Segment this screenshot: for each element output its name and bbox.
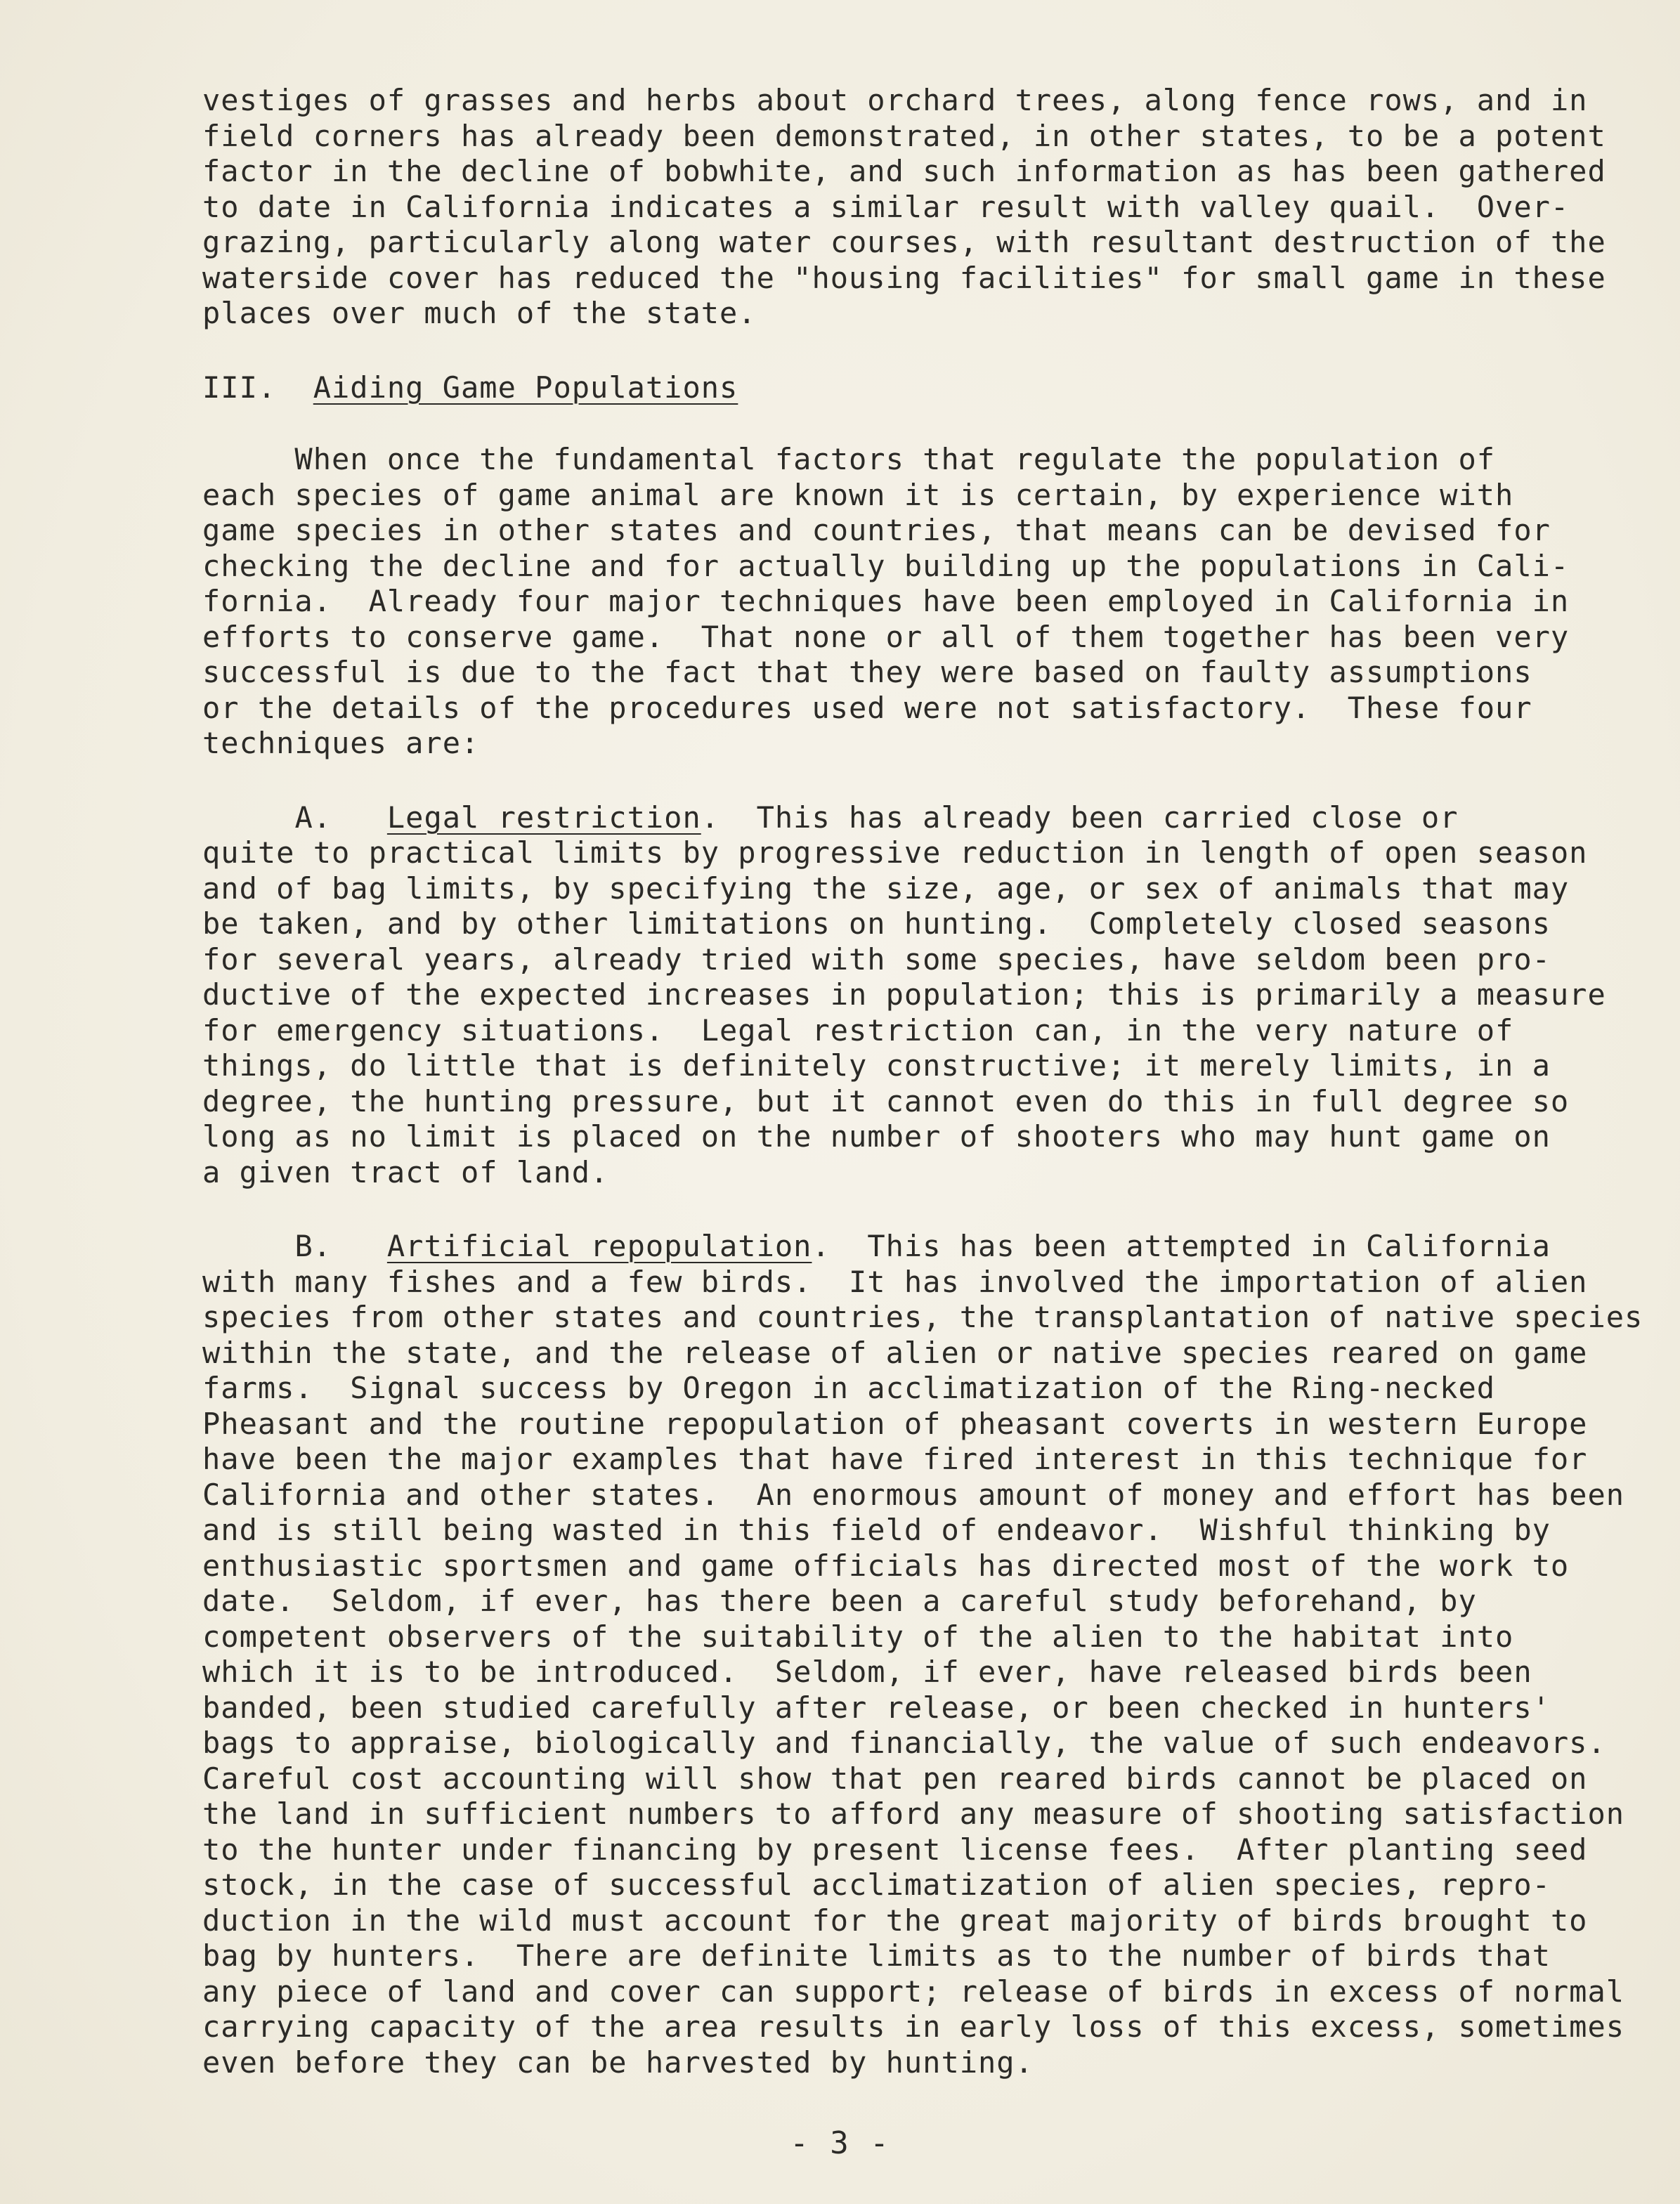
text-line: species from other states and countries, the transplantation of native species [202,1300,1643,1334]
text-line: places over much of the state. [202,296,757,330]
text-line: and is still being wasted in this field of endeavor. Wishful thinking by [202,1513,1551,1547]
item-b-paragraph [202,1229,1643,2080]
text-line: factor in the decline of bobwhite, and such information as has been gathered [202,154,1606,188]
text-line: be taken, and by other limitations on hunting. Completely closed seasons [202,906,1551,941]
text-line: date. Seldom, if ever, has there been a careful study beforehand, by [202,1584,1477,1618]
item-b-first-line [202,1229,1551,1265]
item-a-letter: A. [294,800,332,835]
text-line: California and other states. An enormous amount of money and effort has been [202,1477,1625,1512]
text-line: competent observers of the suitability of the alien to the habitat into [202,1619,1514,1654]
text-line: bags to appraise, biologically and financially, the value of such endeavors. [202,1726,1606,1760]
text-line: Careful cost accounting will show that pen reared birds cannot be placed on [202,1761,1588,1796]
item-b-letter: B. [294,1229,332,1263]
text-line: successful is due to the fact that they were based on faulty assumptions [202,655,1532,689]
text-line: or the details of the procedures used were not satisfactory. These four [202,690,1532,725]
text-line: which it is to be introduced. Seldom, if ever, have released birds been [202,1655,1532,1689]
text-line: and of bag limits, by specifying the size, age, or sex of animals that may [202,870,1570,906]
text-line: within the state, and the release of alien or native species reared on game [202,1335,1588,1370]
intro-paragraph [202,83,1606,332]
item-b-title: Artificial repopulation [386,1229,812,1263]
item-a-first-line [202,800,1537,836]
page-number: - 3 - [790,2125,890,2161]
text-line: any piece of land and cover can support; release of birds in excess of normal [202,1974,1625,2009]
text-line: fornia. Already four major techniques have been employed in California in [202,584,1570,618]
text-line: long as no limit is placed on the number of shooters who may hunt game on [202,1119,1551,1154]
text-line: stock, in the case of successful acclimatization of alien species, repro- [202,1867,1551,1902]
text-line: even before they can be harvested by hunting. [202,2045,1034,2080]
text-line: checking the decline and for actually building up the populations in Cali- [202,548,1570,583]
section-paragraph [202,442,1570,762]
text-line: ductive of the expected increases in population; this is primarily a measure [202,977,1606,1012]
text-line: techniques are: [202,726,480,760]
section-heading [202,370,1537,406]
text-line: Pheasant and the routine repopulation of pheasant coverts in western Europe [202,1406,1588,1441]
section-number: III. [202,370,277,405]
text-line: carrying capacity of the area results in early loss of this excess, sometimes [202,2009,1625,2044]
text-line: for several years, already tried with some species, have seldom been pro- [202,941,1551,977]
text-line: a given tract of land. [202,1154,609,1189]
text-line: vestiges of grasses and herbs about orchard trees, along fence rows, and in [202,83,1588,117]
text-line: with many fishes and a few birds. It has involved the importation of alien [202,1264,1588,1299]
text-line: each species of game animal are known it is certain, by experience with [202,477,1514,512]
item-a-first-line-rest: . This has already been carried close or [701,800,1459,835]
text-line: grazing, particularly along water courses, with resultant destruction of the [202,225,1606,259]
text-line: game species in other states and countries, that means can be devised for [202,513,1551,547]
item-b-first-line-rest: . This has been attempted in California [812,1229,1551,1263]
text-line: duction in the wild must account for the great majority of birds brought to [202,1903,1588,1938]
text-line: field corners has already been demonstrated, in other states, to be a potent [202,118,1606,153]
text-line: for emergency situations. Legal restriction can, in the very nature of [202,1012,1514,1048]
item-a-paragraph [202,800,1606,1191]
text-line: enthusiastic sportsmen and game officials has directed most of the work to [202,1548,1570,1583]
text-line: have been the major examples that have fired interest in this technique for [202,1442,1588,1476]
section-title: Aiding Game Populations [313,370,738,405]
document-body [202,83,1643,2080]
text-line: the land in sufficient numbers to afford any measure of shooting satisfaction [202,1797,1625,1831]
text-line: farms. Signal success by Oregon in acclimatization of the Ring-necked [202,1371,1496,1405]
text-line: to date in California indicates a similar result with valley quail. Over- [202,189,1570,224]
text-line: When once the fundamental factors that regulate the population of [202,442,1496,476]
text-line: efforts to conserve game. That none or all of them together has been very [202,619,1570,654]
item-a-title: Legal restriction [386,800,701,835]
text-line: degree, the hunting pressure, but it cannot even do this in full degree so [202,1083,1570,1119]
text-line: to the hunter under financing by present license fees. After planting seed [202,1832,1588,1867]
text-line: quite to practical limits by progressive reduction in length of open season [202,835,1588,870]
text-line: banded, been studied carefully after release, or been checked in hunters' [202,1690,1551,1725]
text-line: things, do little that is definitely constructive; it merely limits, in a [202,1048,1551,1083]
text-line: waterside cover has reduced the "housing facilities" for small game in these [202,260,1606,295]
text-line: bag by hunters. There are definite limits as to the number of birds that [202,1938,1551,1973]
